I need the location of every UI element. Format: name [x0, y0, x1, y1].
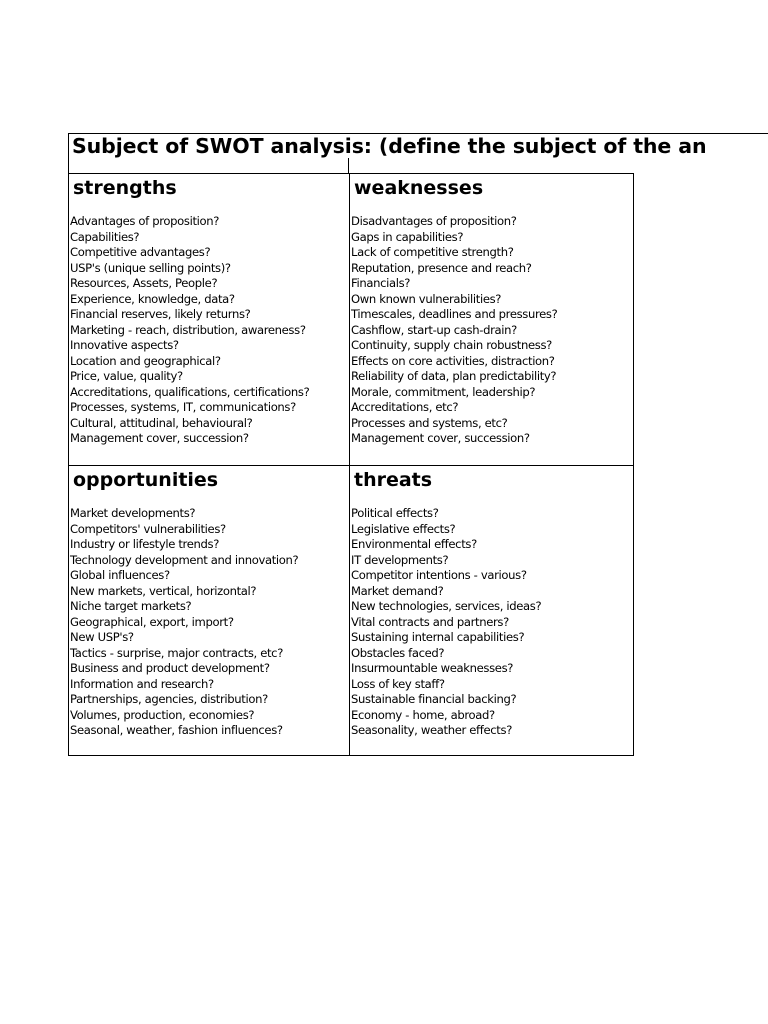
list-item: Environmental effects? — [351, 537, 477, 551]
page-title: Subject of SWOT analysis: (define the subject of the an — [72, 134, 707, 158]
list-item: Competitor intentions - various? — [351, 568, 527, 582]
strengths-list — [69, 214, 349, 447]
list-item: Niche target markets? — [70, 599, 192, 613]
list-item: Management cover, succession? — [351, 431, 530, 445]
strengths-heading: strengths — [73, 177, 177, 199]
list-item: Timescales, deadlines and pressures? — [351, 307, 558, 321]
list-item: Competitors' vulnerabilities? — [70, 521, 226, 536]
list-item: Market developments? — [70, 506, 196, 520]
list-item: Price, value, quality? — [70, 369, 183, 383]
list-item: Lack of competitive strength? — [351, 245, 514, 259]
list-item: Loss of key staff? — [351, 676, 445, 691]
list-item: Insurmountable weaknesses? — [351, 661, 514, 675]
list-item: Management cover, succession? — [70, 431, 249, 445]
list-item: Advantages of proposition? — [70, 214, 220, 228]
list-item: Innovative aspects? — [70, 338, 179, 352]
weaknesses-heading: weaknesses — [354, 177, 484, 199]
list-item: Gaps in capabilities? — [351, 229, 464, 244]
list-item: Obstacles faced? — [351, 645, 445, 660]
list-item: Cultural, attitudinal, behavioural? — [70, 415, 253, 430]
list-item: Processes, systems, IT, communications? — [70, 400, 296, 414]
list-item: Global influences? — [70, 568, 170, 582]
weaknesses-quadrant — [350, 174, 630, 447]
title-row — [68, 133, 768, 173]
list-item: Cashflow, start-up cash-drain? — [351, 322, 517, 337]
list-item: Marketing - reach, distribution, awareness? — [70, 322, 306, 337]
list-item: New markets, vertical, horizontal? — [70, 583, 257, 598]
list-item: Resources, Assets, People? — [70, 276, 218, 290]
opportunities-heading: opportunities — [73, 469, 219, 491]
list-item: Vital contracts and partners? — [351, 614, 509, 629]
list-item: New technologies, services, ideas? — [351, 599, 542, 613]
list-item: USP's (unique selling points)? — [70, 260, 231, 275]
list-item: Competitive advantages? — [70, 245, 211, 259]
threats-quadrant — [350, 466, 630, 739]
threats-list — [350, 506, 630, 739]
list-item: Business and product development? — [70, 661, 270, 675]
list-item: Own known vulnerabilities? — [351, 291, 502, 306]
list-item: Financial reserves, likely returns? — [70, 307, 251, 321]
list-item: Sustaining internal capabilities? — [351, 630, 525, 644]
threats-heading: threats — [354, 469, 433, 491]
list-item: Continuity, supply chain robustness? — [351, 338, 552, 352]
list-item: Seasonal, weather, fashion influences? — [70, 723, 283, 737]
list-item: Market demand? — [351, 583, 444, 598]
list-item: IT developments? — [351, 552, 449, 567]
list-item: Reputation, presence and reach? — [351, 260, 532, 275]
list-item: Disadvantages of proposition? — [351, 214, 517, 228]
list-item: Effects on core activities, distraction? — [351, 353, 555, 368]
list-item: Information and research? — [70, 676, 214, 691]
list-item: Tactics - surprise, major contracts, etc? — [70, 645, 284, 660]
list-item: Seasonality, weather effects? — [351, 723, 512, 737]
list-item: Processes and systems, etc? — [351, 415, 508, 430]
opportunities-list — [69, 506, 349, 739]
list-item: Legislative effects? — [351, 521, 456, 536]
list-item: Accreditations, qualifications, certifications? — [70, 384, 310, 399]
list-item: New USP's? — [70, 630, 134, 644]
list-item: Accreditations, etc? — [351, 400, 459, 414]
list-item: Economy - home, abroad? — [351, 707, 495, 722]
list-item: Location and geographical? — [70, 353, 221, 368]
list-item: Financials? — [351, 276, 411, 290]
opportunities-quadrant — [69, 466, 349, 739]
list-item: Reliability of data, plan predictability? — [351, 369, 557, 383]
list-item: Partnerships, agencies, distribution? — [70, 692, 268, 706]
list-item: Morale, commitment, leadership? — [351, 384, 536, 399]
strengths-quadrant — [69, 174, 349, 447]
swot-grid — [68, 173, 634, 756]
list-item: Industry or lifestyle trends? — [70, 537, 220, 551]
weaknesses-list — [350, 214, 630, 447]
list-item: Geographical, export, import? — [70, 614, 234, 629]
list-item: Political effects? — [351, 506, 439, 520]
list-item: Volumes, production, economies? — [70, 707, 255, 722]
list-item: Capabilities? — [70, 229, 140, 244]
title-divider — [348, 158, 349, 174]
list-item: Technology development and innovation? — [70, 552, 299, 567]
list-item: Experience, knowledge, data? — [70, 291, 235, 306]
list-item: Sustainable financial backing? — [351, 692, 517, 706]
